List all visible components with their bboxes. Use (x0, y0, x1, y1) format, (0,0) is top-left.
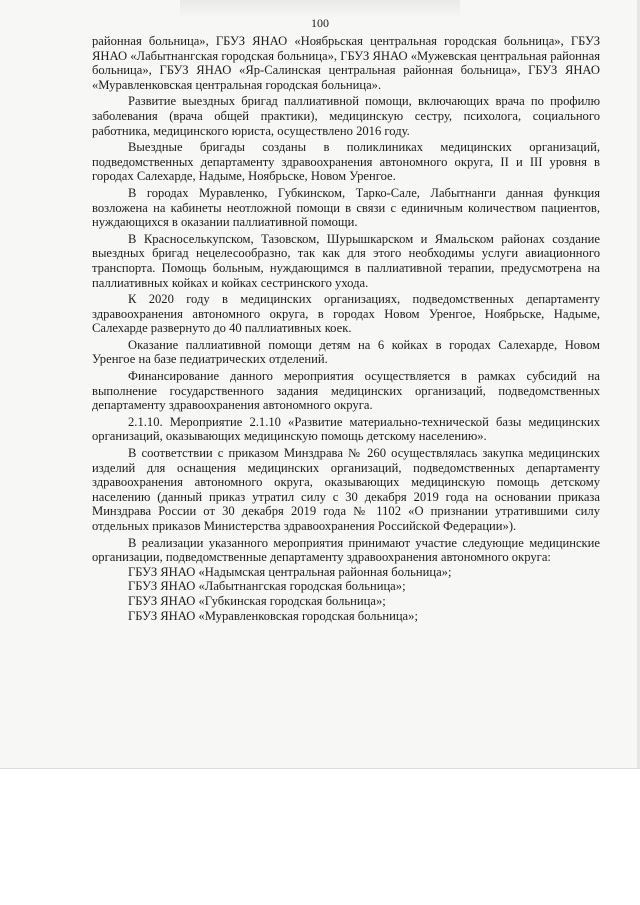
paragraph: В Красноселькупском, Тазовском, Шурышкарском и Ямальском районах создание выездных бригад нецелесообразно, так как для этого необходимы услуги авиационного транспорта. Помощь больным, нуждающимся в паллиативной терапии, предусмотрена на паллиативных койках и койках сестринского ухода. (92, 231, 600, 290)
paragraph: В городах Муравленко, Губкинском, Тарко-Сале, Лабытнанги данная функция возложена на кабинеты неотложной помощи в связи с единичным количеством пациентов, нуждающихся в оказании паллиативной помощи. (92, 185, 600, 230)
body-text (92, 34, 600, 623)
list-item: ГБУЗ ЯНАО «Надымская центральная районная больница»; (128, 564, 452, 579)
paragraph: Оказание паллиативной помощи детям на 6 койках в городах Салехарде, Новом Уренгое на базе педиатрических отделений. (92, 337, 600, 367)
list-item: ГБУЗ ЯНАО «Муравленковская городская больница»; (128, 608, 418, 623)
page-number: 100 (311, 16, 329, 30)
paragraph: Выездные бригады созданы в поликлиниках медицинских организаций, подведомственных департаменту здравоохранения автономного округа, II и III уровня в городах Салехарде, Надыме, Ноябрьске, Новом Уренгое. (92, 140, 600, 184)
list-item: ГБУЗ ЯНАО «Губкинская городская больница»; (128, 593, 386, 608)
paragraph: 2.1.10. Мероприятие 2.1.10 «Развитие материально-технической базы медицинских организаций, оказывающих медицинскую помощь детскому населению». (92, 414, 600, 444)
paragraph: Финансирование данного мероприятия осуществляется в рамках субсидий на выполнение государственного задания медицинских организаций, подведомственных департаменту здравоохранения автономного округа. (92, 369, 600, 413)
paragraph: К 2020 году в медицинских организациях, подведомственных департаменту здравоохранения автономного округа, в городах Новом Уренгое, Ноябрьске, Надыме, Салехарде развернуто до 40 паллиативных коек. (92, 292, 600, 336)
paragraph: Развитие выездных бригад паллиативной помощи, включающих врача по профилю заболевания (врача общей практики), медицинскую сестру, психолога, социального работника, медицинского юриста, осуществлено 2016 году. (92, 94, 600, 138)
paragraph: районная больница», ГБУЗ ЯНАО «Ноябрьская центральная городская больница», ГБУЗ ЯНАО «Лабытнангская городская больница», ГБУЗ ЯНАО «Мужевская центральная районная больница», ГБУЗ ЯНАО «Яр-Салинская центральная районная больница», ГБУЗ ЯНАО «Муравленковская центральная городская больница». (92, 34, 600, 92)
paragraph: В соответствии с приказом Минздрава № 260 осуществлялась закупка медицинских изделий для оснащения медицинских организаций, подведомственных департаменту здравоохранения автономного округа, оказывающих медицинскую помощь детскому населению (данный приказ утратил силу с 30 декабря 2019 года на основании приказа Минздрава России от 30 декабря 2019 года № 1102 «О признании утратившими силу отдельных приказов Министерства здравоохранения Российской Федерации»). (92, 446, 600, 533)
list-item: ГБУЗ ЯНАО «Лабытнангская городская больница»; (128, 579, 406, 594)
paragraph: В реализации указанного мероприятия принимают участие следующие медицинские организации, подведомственные департаменту здравоохранения автономного округа: (92, 535, 600, 565)
